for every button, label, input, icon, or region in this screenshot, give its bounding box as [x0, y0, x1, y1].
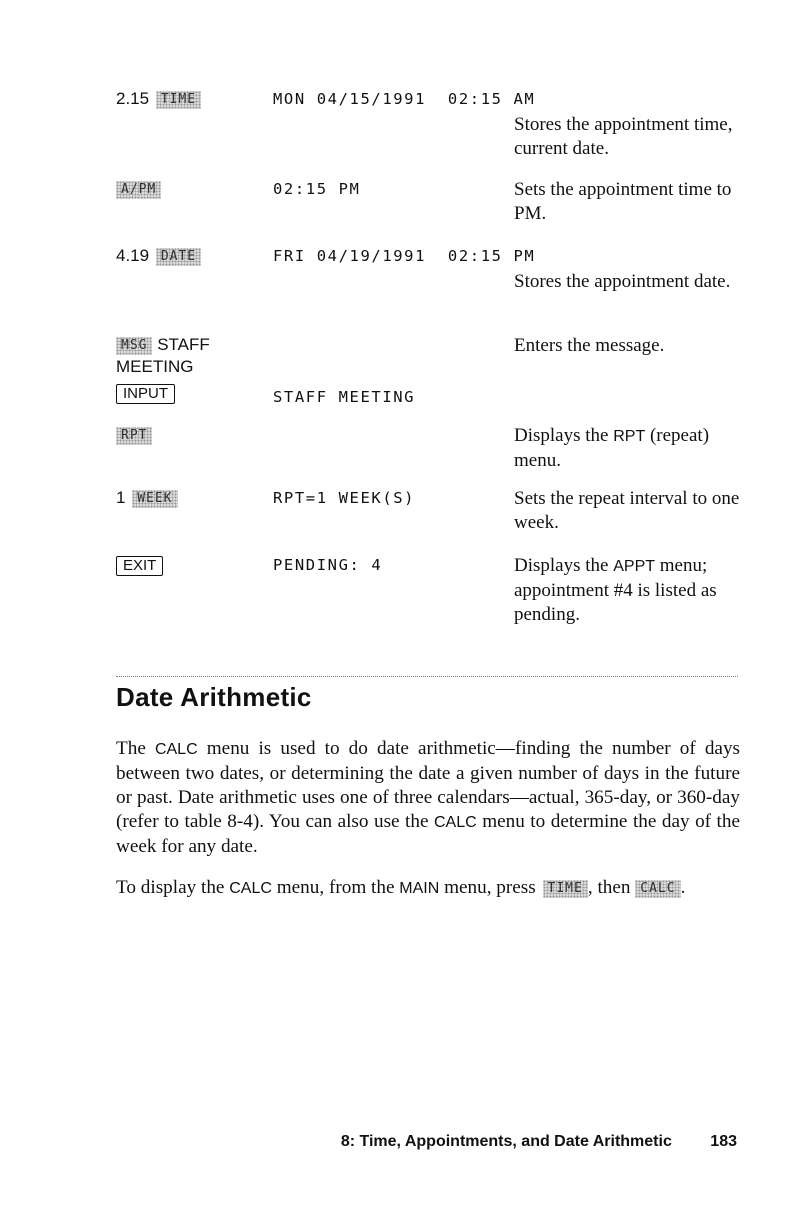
softkey-time: TIME [156, 91, 201, 109]
description-text: menu; appointment #4 is listed as pending. [514, 555, 717, 625]
row-description: Sets the appointment time to PM. [514, 179, 732, 224]
keys-cell [116, 424, 266, 446]
message-text: STAFF MEETING [116, 335, 210, 376]
page-footer [341, 1133, 737, 1151]
row-description [514, 424, 744, 473]
softkey-week: WEEK [132, 490, 177, 508]
keys-cell [116, 382, 266, 404]
description-text: Displays the [514, 555, 609, 576]
section-divider [116, 676, 738, 677]
keys-cell [116, 334, 266, 378]
hardkey-input: INPUT [116, 384, 175, 404]
section-heading: Date Arithmetic [116, 682, 312, 712]
menu-name: CALC [154, 741, 198, 758]
menu-name: MAIN [399, 880, 440, 897]
softkey-calc: CALC [635, 880, 680, 898]
menu-name: CALC [229, 880, 272, 897]
keys-cell [116, 88, 266, 110]
keys-cell [116, 487, 266, 509]
softkey-date: DATE [156, 248, 201, 266]
keys-cell [116, 178, 266, 200]
hardkey-exit: EXIT [116, 556, 163, 576]
softkey-rpt: RPT [116, 427, 152, 445]
menu-name: CALC [434, 814, 477, 831]
paragraph-text: menu, press [444, 877, 536, 898]
row-description: Stores the appointment time, current date. [514, 114, 733, 159]
calculator-display: STAFF MEETING [273, 388, 416, 406]
calculator-display: PENDING: 4 [273, 556, 383, 574]
calculator-display: MON 04/15/1991 02:15 AM [273, 90, 536, 108]
row-description: Stores the appointment date. [514, 271, 731, 292]
row-description: Sets the repeat interval to one week. [514, 488, 740, 533]
keys-cell [116, 554, 266, 576]
paragraph-text: , then [587, 877, 631, 898]
calculator-display: RPT=1 WEEK(S) [273, 489, 416, 507]
calculator-display: 02:15 PM [273, 180, 361, 198]
chapter-title: 8: Time, Appointments, and Date Arithmetic [340, 1133, 672, 1150]
softkey-ampm: A/PM [116, 181, 161, 199]
keys-number: 4.19 [116, 246, 150, 265]
description-text: Displays the [514, 425, 609, 446]
row-description: Enters the message. [514, 335, 665, 356]
paragraph-text: menu, from the [276, 877, 395, 898]
paragraph-display-calc [116, 876, 740, 901]
softkey-msg: MSG [116, 337, 152, 355]
paragraph-text: menu to determine the day of the week for any date. [116, 811, 740, 857]
paragraph-date-arithmetic [116, 737, 740, 859]
row-description [514, 554, 744, 627]
page-number: 183 [710, 1133, 737, 1150]
softkey-time: TIME [543, 880, 588, 898]
keys-cell [116, 245, 266, 267]
keys-number: 2.15 [116, 89, 150, 108]
paragraph-text: menu is used to do date arithmetic—finding the number of days between two dates, or determining the date a given number of days in the future or past. Date arithmetic uses one of three calendars—actual, 365-day, or 360-day (refer to table 8-4). You can also use the [116, 738, 741, 832]
keys-number: 1 [116, 488, 126, 507]
calculator-display: FRI 04/19/1991 02:15 PM [273, 247, 536, 265]
paragraph-text: The [116, 738, 146, 759]
menu-name: RPT [613, 428, 646, 445]
menu-name: APPT [613, 558, 656, 575]
paragraph-text: To display the [116, 877, 225, 898]
paragraph-text: . [680, 877, 686, 898]
description-text: (repeat) menu. [514, 425, 710, 471]
